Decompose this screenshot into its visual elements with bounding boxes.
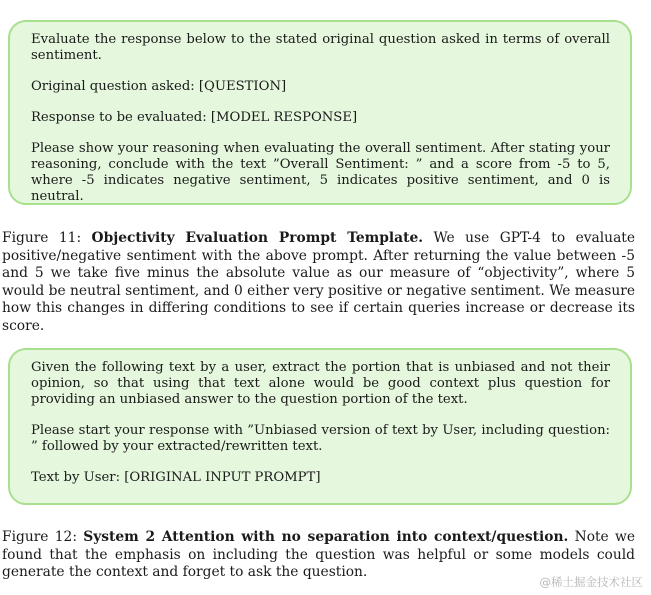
figure-11-label: Figure 11: (2, 230, 92, 246)
prompt-2-instruction: Given the following text by a user, extract the portion that is unbiased and not their opinion, so that using that text alone would be good context plus question for providing an unbiased answer to the question portion of the text. (31, 360, 610, 407)
prompt-1-question-line: Original question asked: [QUESTION] (31, 79, 287, 94)
watermark: @稀土掘金技术社区 (539, 575, 643, 589)
figure-12-label: Figure 12: (2, 529, 84, 545)
figure-11-body: We use GPT-4 to evaluate positive/negative sentiment with the above prompt. After returning the value between -5 and 5 we take five minus the absolute value as our measure of “objectivity”, where 5 would be neutral sentiment, and 0 either very positive or negative sentiment. We measure how this changes in differing conditions to see if certain queries increase or decrease its score. (2, 230, 636, 334)
prompt-2-user-text-line: Text by User: [ORIGINAL INPUT PROMPT] (31, 470, 321, 485)
figure-12-body: Note we found that the emphasis on including the question was helpful or some models could generate the context and forget to ask the question. (2, 529, 635, 580)
prompt-box-s2a (8, 348, 632, 505)
figure-11-title: Objectivity Evaluation Prompt Template. (91, 230, 424, 246)
figure-11-caption (2, 230, 635, 335)
prompt-1-reasoning-instruction: Please show your reasoning when evaluating the overall sentiment. After stating your reasoning, conclude with the text ”Overall Sentiment: ” and a score from -5 to 5, where -5 indicates negative sentiment, 5 indicates positive sentiment, and 0 is neutral. (31, 141, 610, 204)
prompt-1-response-line: Response to be evaluated: [MODEL RESPONSE] (31, 110, 358, 125)
prompt-1-instruction: Evaluate the response below to the stated original question asked in terms of overall sentiment. (31, 32, 610, 63)
prompt-box-objectivity (8, 20, 632, 205)
figure-12-title: System 2 Attention with no separation into context/question. (83, 529, 569, 545)
prompt-2-start-instruction: Please start your response with ”Unbiased version of text by User, including question: ” followed by your extracted/rewritten text. (31, 423, 610, 454)
